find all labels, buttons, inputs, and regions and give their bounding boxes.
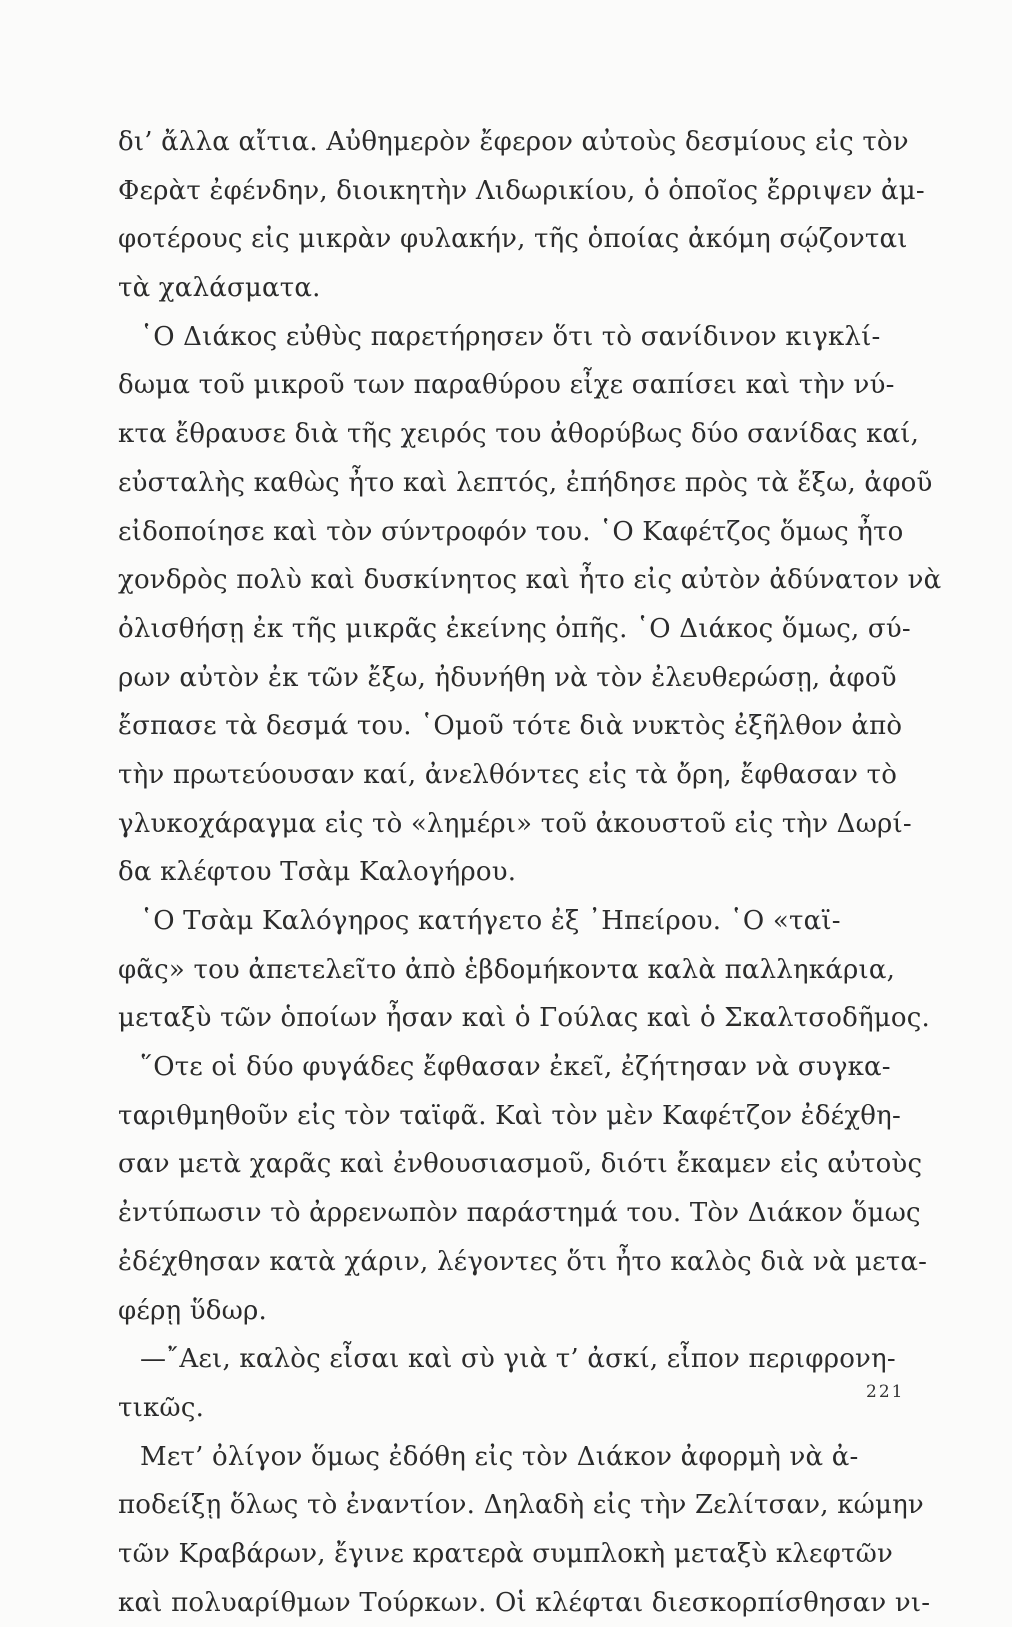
text-line: χονδρὸς πολὺ καὶ δυσκίνητος καὶ ἦτο εἰς αὐτὸν ἀδύνατον νὰ [118,565,942,596]
text-line: ρων αὐτὸν ἐκ τῶν ἔξω, ἠδυνήθη νὰ τὸν ἐλευθερώσῃ, ἀφοῦ [118,662,897,693]
text-line: φοτέρους εἰς μικρὰν φυλακήν, τῆς ὁποίας ἀκόμη σῴζονται [118,224,908,255]
text-line: μεταξὺ τῶν ὁποίων ἦσαν καὶ ὁ Γούλας καὶ ὁ Σκαλτσοδῆμος. [118,1003,930,1034]
text-line: καὶ πολυαρίθμων Τούρκων. Οἱ κλέφται διεσκορπίσθησαν νι- [118,1587,931,1618]
text-line: ὀλισθήσῃ ἐκ τῆς μικρᾶς ἐκείνης ὀπῆς. ῾Ο Διάκος ὅμως, σύ- [118,613,911,644]
text-line: δα κλέφτου Τσὰμ Καλογήρου. [118,857,517,888]
text-line: ῞Οτε οἱ δύο φυγάδες ἔφθασαν ἐκεῖ, ἐζήτησαν νὰ συγκα- [140,1052,891,1083]
text-line: ποδείξῃ ὅλως τὸ ἐναντίον. Δηλαδὴ εἰς τὴν Ζελίτσαν, κώμην [118,1490,924,1521]
text-line: γλυκοχάραγμα εἰς τὸ «λημέρι» τοῦ ἀκουστοῦ εἰς τὴν Δωρί- [118,808,912,839]
text-line: ἐδέχθησαν κατὰ χάριν, λέγοντες ὅτι ἦτο καλὸς διὰ νὰ μετα- [118,1246,928,1277]
text-line: τικῶς. [118,1392,205,1423]
text-line: Μετ’ ὀλίγον ὅμως ἐδόθη εἰς τὸν Διάκον ἀφορμὴ νὰ ἀ- [140,1441,859,1472]
text-line: ταριθμηθοῦν εἰς τὸν ταϊφᾶ. Καὶ τὸν μὲν Καφέτζον ἐδέχθη- [118,1100,901,1131]
text-line: δωμα τοῦ μικροῦ των παραθύρου εἶχε σαπίσει καὶ τὴν νύ- [118,370,895,401]
text-line: ῾Ο Τσὰμ Καλόγηρος κατήγετο ἐξ ᾿Ηπείρου. ῾Ο «ταϊ- [140,906,841,936]
text-line: εὐσταλὴς καθὼς ἦτο καὶ λεπτός, ἐπήδησε πρὸς τὰ ἔξω, ἀφοῦ [118,467,933,498]
text-line: Φερὰτ ἐφένδην, διοικητὴν Λιδωρικίου, ὁ ὁποῖος ἔρριψεν ἀμ- [118,175,925,206]
text-line: σαν μετὰ χαρᾶς καὶ ἐνθουσιασμοῦ, διότι ἔκαμεν εἰς αὐτοὺς [118,1149,923,1180]
page-number: 221 [866,1382,905,1402]
text-line: φᾶς» του ἀπετελεῖτο ἀπὸ ἑβδομήκοντα καλὰ παλληκάρια, [118,954,896,985]
text-line: τὴν πρωτεύουσαν καί, ἀνελθόντες εἰς τὰ ὄρη, ἔφθασαν τὸ [118,759,898,790]
text-line: δι’ ἄλλα αἴτια. Αὐθημερὸν ἔφερον αὐτοὺς δεσμίους εἰς τὸν [118,127,909,157]
text-line: ἔσπασε τὰ δεσμά του. ῾Ομοῦ τότε διὰ νυκτὸς ἐξῆλθον ἀπὸ [118,711,903,742]
text-line: τὰ χαλάσματα. [118,273,321,304]
text-line: φέρῃ ὕδωρ. [118,1295,268,1326]
text-line: —῎Αει, καλὸς εἶσαι καὶ σὺ γιὰ τ’ ἀσκί, εἶπον περιφρονη- [140,1344,896,1375]
body-text [118,118,942,1627]
text-line: εἰδοποίησε καὶ τὸν σύντροφόν του. ῾Ο Καφέτζος ὅμως ἦτο [118,516,904,547]
text-line: ἐντύπωσιν τὸ ἀρρενωπὸν παράστημά του. Τὸν Διάκον ὅμως [118,1198,921,1229]
text-line: τῶν Κραβάρων, ἔγινε κρατερὰ συμπλοκὴ μεταξὺ κλεφτῶν [118,1538,894,1569]
text-line: ῾Ο Διάκος εὐθὺς παρετήρησεν ὅτι τὸ σανίδινον κιγκλί- [140,321,881,352]
text-line: κτα ἔθραυσε διὰ τῆς χειρός του ἀθορύβως δύο σανίδας καί, [118,419,920,450]
